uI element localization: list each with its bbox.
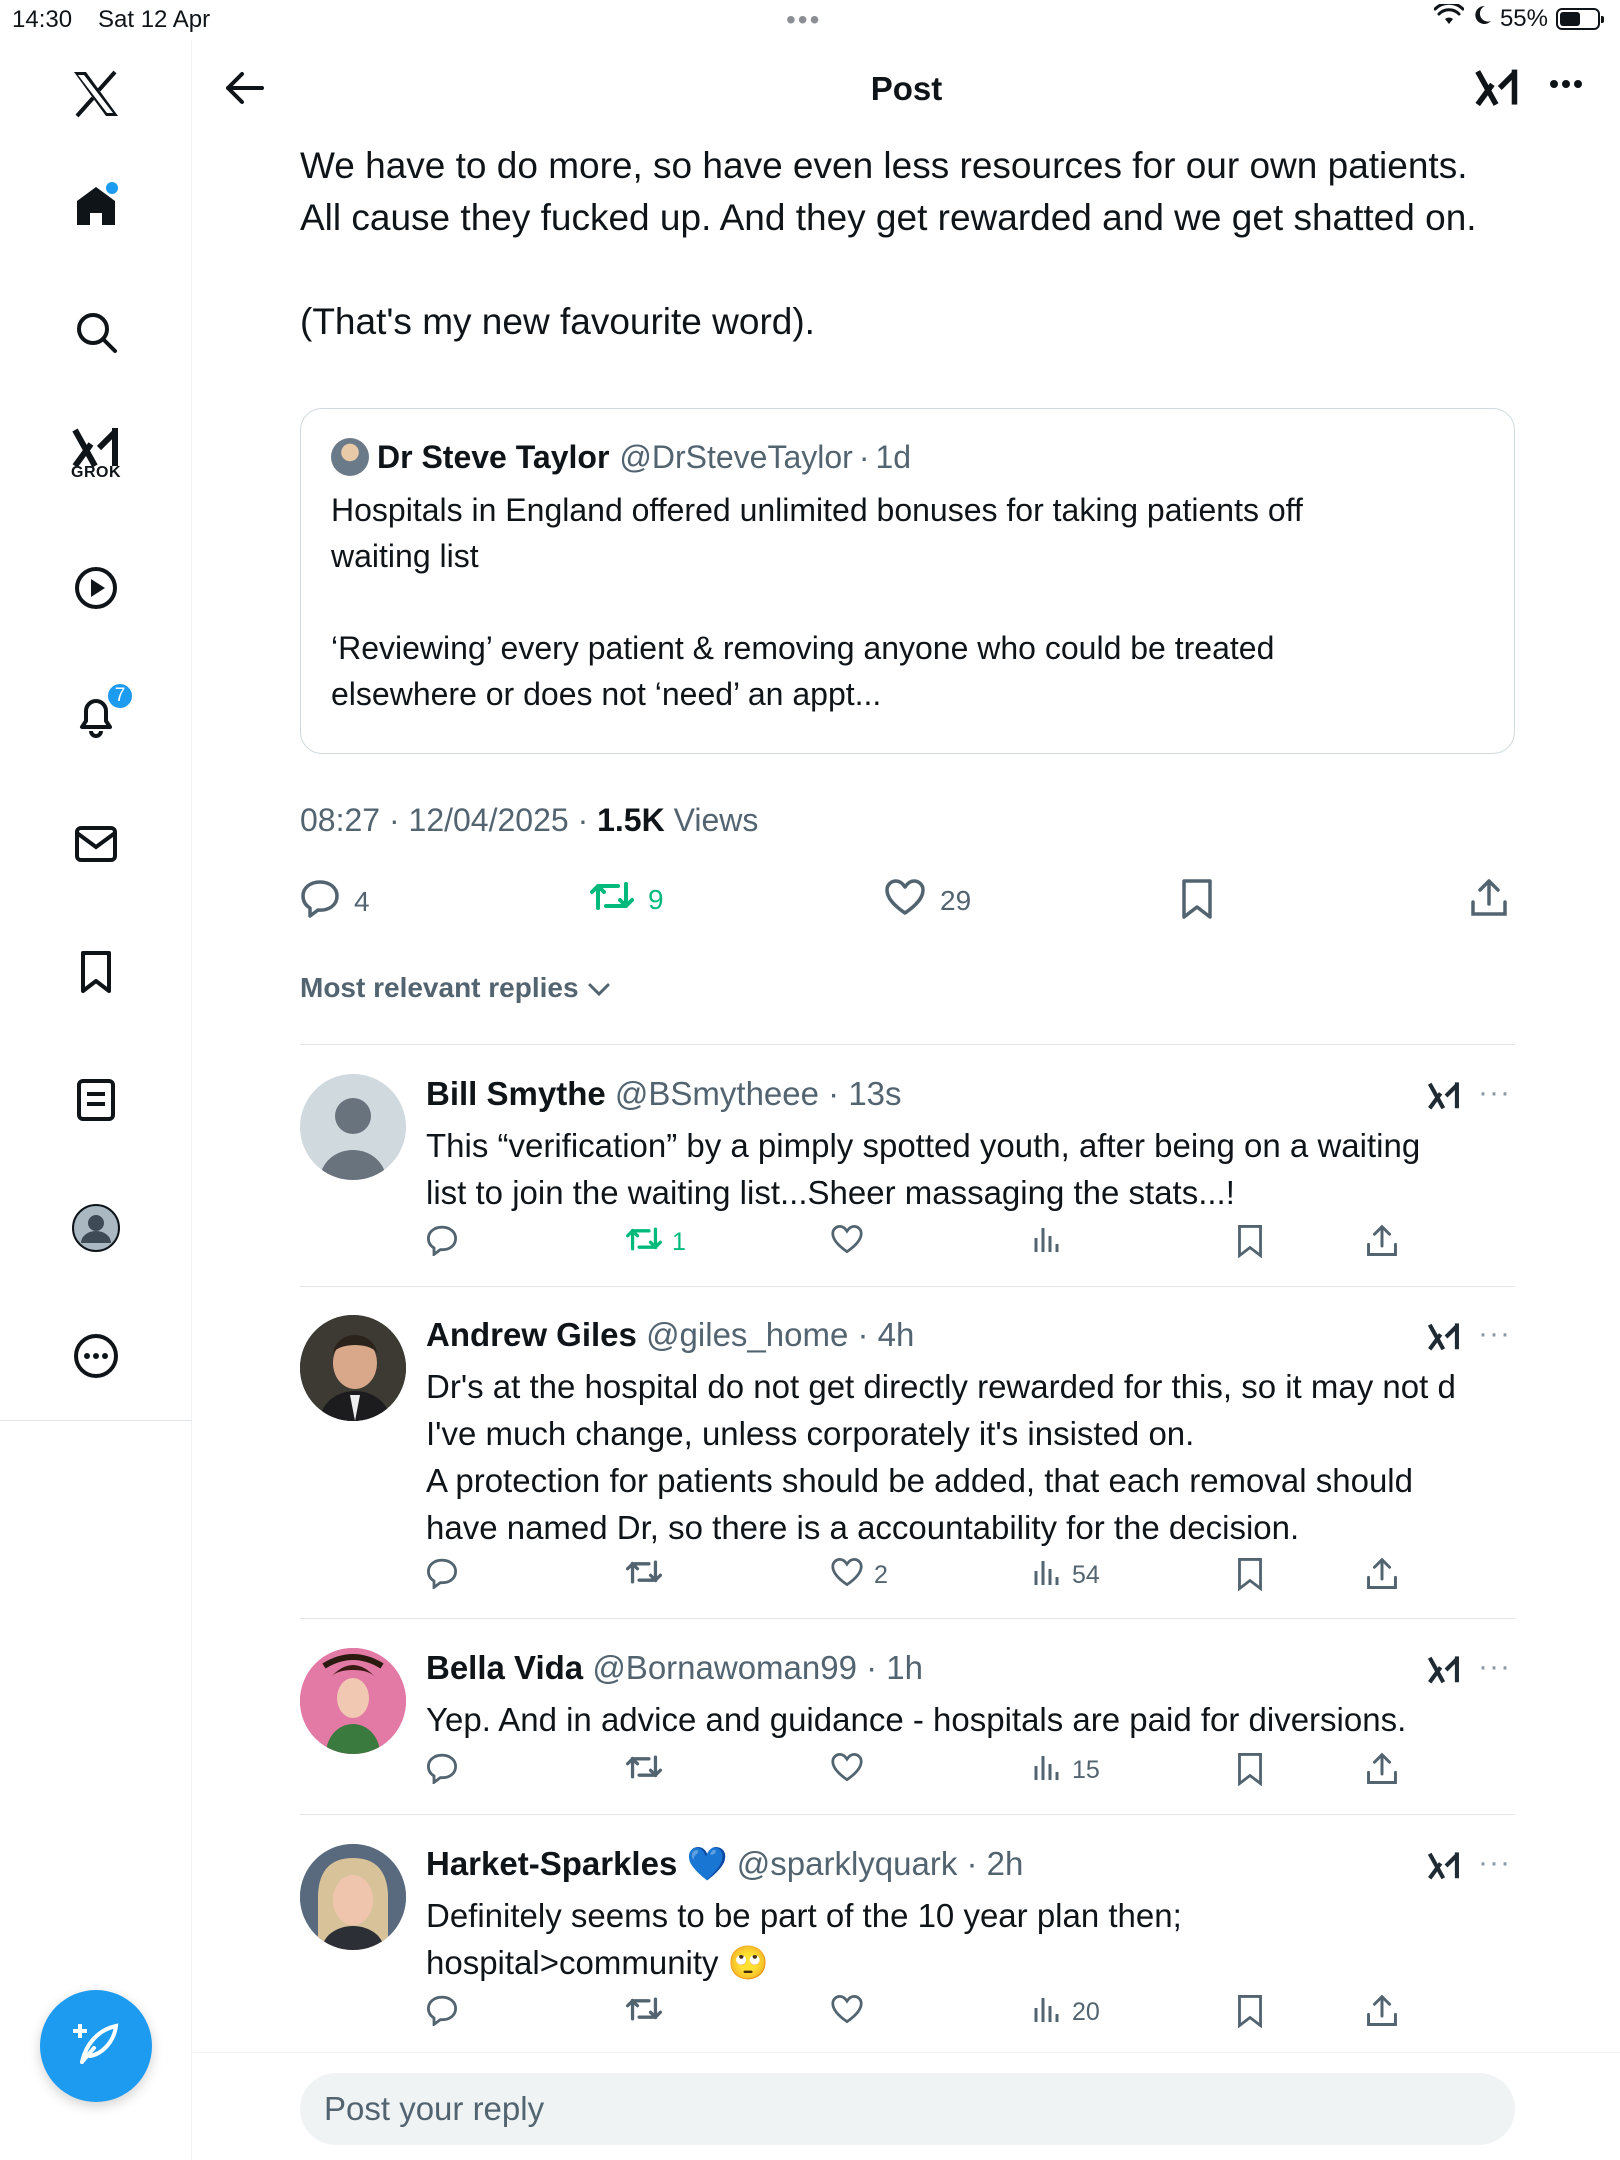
views-label: Views <box>664 802 759 838</box>
repost-count: 1 <box>672 1228 686 1256</box>
like-button[interactable] <box>830 1752 874 1789</box>
heart-icon <box>884 878 926 923</box>
like-count: 29 <box>940 884 972 916</box>
reply-text: Dr's at the hospital do not get directly rewarded for this, so it may not d I've much change, unless corporately it's insisted on. A protection for patients should be added, that each removal should have named Dr, so there is a accountability for the decision. <box>426 1368 1456 1546</box>
reply-actions <box>426 1752 1426 1796</box>
more-options-icon[interactable]: ··· <box>1478 1846 1511 1879</box>
repost-button[interactable] <box>626 1752 672 1789</box>
battery-percent: 55% <box>1499 4 1548 32</box>
reply-author-handle[interactable]: @sparklyquark <box>736 1845 958 1882</box>
views-button[interactable] <box>1032 1557 1100 1594</box>
reply-button[interactable] <box>426 1557 468 1596</box>
reply-input[interactable] <box>300 2073 1515 2145</box>
bookmark-button[interactable] <box>1236 1557 1264 1598</box>
share-button[interactable] <box>1366 1752 1398 1793</box>
heart-icon <box>830 1224 864 1261</box>
reply-author-name[interactable]: Andrew Giles <box>426 1316 637 1353</box>
share-icon <box>1366 1557 1398 1598</box>
battery-fill <box>1560 12 1580 26</box>
reply-button[interactable] <box>300 878 370 925</box>
heart-icon <box>830 1557 864 1594</box>
dot-separator: · <box>848 1316 878 1353</box>
bookmark-button[interactable] <box>1236 1752 1264 1793</box>
avatar[interactable] <box>300 1844 406 1950</box>
play-icon[interactable] <box>66 558 126 618</box>
like-button[interactable] <box>830 1557 888 1594</box>
reply-button[interactable] <box>426 1224 468 1263</box>
grok-icon[interactable] <box>1474 64 1520 117</box>
divider <box>300 1618 1515 1619</box>
sidebar-divider <box>0 1420 192 1421</box>
repost-icon <box>626 1994 662 2031</box>
avatar[interactable] <box>300 1074 406 1180</box>
reply-author-name[interactable]: Bill Smythe <box>426 1075 606 1112</box>
main-post <box>300 140 1515 2026</box>
grok-icon[interactable] <box>66 418 126 481</box>
reply-icon <box>426 1994 458 2033</box>
views-button[interactable] <box>1032 1224 1072 1261</box>
divider <box>300 1814 1515 1815</box>
grok-icon[interactable] <box>1427 1654 1461 1691</box>
like-button[interactable] <box>830 1224 874 1261</box>
quoted-post-header <box>331 437 1484 477</box>
reply-header <box>426 1074 1515 1114</box>
multitasking-dots[interactable]: ••• <box>786 4 822 35</box>
views-count: 15 <box>1072 1756 1100 1784</box>
views-icon <box>1032 1994 1062 2031</box>
heart-icon <box>830 1994 864 2031</box>
home-unread-dot <box>106 182 118 194</box>
share-icon <box>1366 1224 1398 1265</box>
grok-icon[interactable] <box>1427 1850 1461 1887</box>
repost-button[interactable] <box>626 1557 672 1594</box>
reply-count: 4 <box>354 885 370 917</box>
views-count: 1.5K <box>597 802 665 838</box>
reply-button[interactable] <box>426 1752 468 1791</box>
repost-button[interactable] <box>626 1994 672 2031</box>
reply-actions <box>426 1994 1426 2038</box>
views-button[interactable] <box>1032 1752 1100 1789</box>
avatar[interactable] <box>300 1315 406 1421</box>
post-text: We have to do more, so have even less resources for our own patients. All cause they fucked up. And they get rewarded and we get shatted on. (That's my new favourite word). <box>300 145 1477 342</box>
sidebar <box>0 40 192 2160</box>
post-header <box>193 40 1620 140</box>
share-button[interactable] <box>1366 1994 1398 2035</box>
share-icon <box>1470 878 1508 925</box>
reply-author-handle[interactable]: @Bornawoman99 <box>592 1649 857 1686</box>
quoted-text: Hospitals in England offered unlimited bonuses for taking patients off waiting list ‘Reviewing’ every patient & removing anyone who could be treated elsewhere or does not ‘need’ an appt... <box>331 492 1303 712</box>
like-count: 2 <box>874 1561 888 1589</box>
views-icon <box>1032 1224 1062 1261</box>
reply-button[interactable] <box>426 1994 468 2033</box>
heart-icon <box>830 1752 864 1789</box>
reply-actions <box>426 1557 1426 1601</box>
page-title: Post <box>870 70 943 107</box>
reply-author-name[interactable]: Bella Vida <box>426 1649 584 1686</box>
status-date: Sat 12 Apr <box>98 6 211 33</box>
repost-icon <box>590 878 634 921</box>
bookmark-icon[interactable] <box>66 942 126 1002</box>
bookmark-icon <box>1180 878 1214 927</box>
notifications-badge: 7 <box>106 682 134 710</box>
grok-label: GROK <box>71 464 121 481</box>
x-logo-icon[interactable] <box>66 64 126 124</box>
bookmark-icon <box>1236 1994 1264 2035</box>
share-icon <box>1366 1994 1398 2035</box>
views-count: 54 <box>1072 1561 1100 1589</box>
status-time: 14:30 <box>12 6 73 33</box>
share-icon <box>1366 1752 1398 1793</box>
reply-header <box>426 1648 1515 1688</box>
moon-icon <box>1472 4 1492 33</box>
wifi-icon <box>1434 4 1464 33</box>
compose-button[interactable] <box>40 1990 152 2102</box>
divider <box>300 1044 1515 1045</box>
heart-badge-icon: 💙 <box>686 1845 728 1882</box>
reply-header <box>426 1844 1515 1884</box>
bookmark-icon <box>1236 1224 1264 1265</box>
dot-separator: · <box>957 1845 987 1882</box>
reply-author-handle[interactable]: @BSmytheee <box>614 1075 819 1112</box>
dot-separator: · <box>858 439 870 475</box>
share-button[interactable] <box>1366 1557 1398 1598</box>
quoted-time: 1d <box>875 439 912 475</box>
status-bar <box>0 0 1620 40</box>
repost-icon <box>626 1752 662 1789</box>
repost-button[interactable] <box>590 878 664 921</box>
more-options-icon[interactable] <box>1546 64 1586 109</box>
reply-text: Yep. And in advice and guidance - hospitals are paid for diversions. <box>426 1701 1407 1738</box>
repost-button[interactable] <box>626 1224 686 1261</box>
avatar[interactable] <box>300 1648 406 1754</box>
quoted-author-name: Dr Steve Taylor <box>377 439 610 475</box>
profile-icon[interactable] <box>66 1198 126 1258</box>
bell-icon[interactable] <box>66 686 126 746</box>
reply-time: 13s <box>848 1075 902 1112</box>
share-button[interactable] <box>1366 1224 1398 1265</box>
dot-separator: · <box>856 1649 887 1686</box>
reply-author-name[interactable]: Harket-Sparkles <box>426 1845 678 1882</box>
repost-icon <box>626 1557 662 1594</box>
reply-icon <box>426 1224 458 1263</box>
avatar <box>331 438 369 476</box>
reply-text: Definitely seems to be part of the 10 year plan then; hospital>community 🙄 <box>426 1897 1182 1981</box>
more-options-icon[interactable]: ··· <box>1478 1650 1511 1683</box>
more-options-icon[interactable]: ··· <box>1478 1317 1511 1350</box>
share-button[interactable] <box>1470 878 1508 925</box>
replies-sort-label: Most relevant replies <box>300 972 579 1003</box>
quoted-post[interactable] <box>300 408 1515 754</box>
reply-header <box>426 1315 1515 1355</box>
repost-icon <box>626 1224 662 1261</box>
views-button[interactable] <box>1032 1994 1100 2031</box>
chevron-down-icon <box>587 972 611 1004</box>
battery-icon <box>1556 8 1600 30</box>
reply-icon <box>300 878 340 925</box>
views-icon <box>1032 1752 1062 1789</box>
reply-time: 2h <box>986 1845 1024 1882</box>
views-icon <box>1032 1557 1062 1594</box>
mail-icon[interactable] <box>66 814 126 874</box>
reply-author-handle[interactable]: @giles_home <box>646 1316 849 1353</box>
post-meta <box>300 802 758 839</box>
like-button[interactable] <box>830 1994 874 2031</box>
reply-composer-bar <box>193 2052 1620 2160</box>
grok-icon[interactable] <box>1427 1080 1461 1117</box>
more-options-icon[interactable]: ··· <box>1478 1076 1511 1109</box>
replies-sort-dropdown[interactable] <box>300 972 611 1004</box>
reply-time: 1h <box>886 1649 924 1686</box>
reply-time: 4h <box>877 1316 915 1353</box>
compose-icon <box>70 2018 122 2075</box>
more-icon[interactable] <box>66 1326 126 1386</box>
reply-actions <box>426 1224 1426 1268</box>
bookmark-button[interactable] <box>1236 1224 1264 1265</box>
bookmark-button[interactable] <box>1180 878 1214 927</box>
like-button[interactable] <box>884 878 971 923</box>
quoted-author-handle: @DrSteveTaylor <box>619 439 853 475</box>
grok-icon[interactable] <box>1427 1321 1461 1358</box>
reply-text: This “verification” by a pimply spotted youth, after being on a waiting list to join the waiting list...Sheer massaging the stats...! <box>426 1127 1421 1211</box>
repost-count: 9 <box>648 883 664 915</box>
reply-icon <box>426 1752 458 1791</box>
bookmark-button[interactable] <box>1236 1994 1264 2035</box>
home-icon[interactable] <box>66 176 126 236</box>
post-timestamp: 08:27 · 12/04/2025 · <box>300 802 598 838</box>
post-actions <box>300 878 1515 938</box>
bookmark-icon <box>1236 1557 1264 1598</box>
views-count: 20 <box>1072 1998 1100 2026</box>
reply-icon <box>426 1557 458 1596</box>
bookmark-icon <box>1236 1752 1264 1793</box>
dot-separator: · <box>818 1075 849 1112</box>
list-icon[interactable] <box>66 1070 126 1130</box>
search-icon[interactable] <box>66 302 126 362</box>
divider <box>300 1286 1515 1287</box>
status-right <box>1434 4 1600 33</box>
